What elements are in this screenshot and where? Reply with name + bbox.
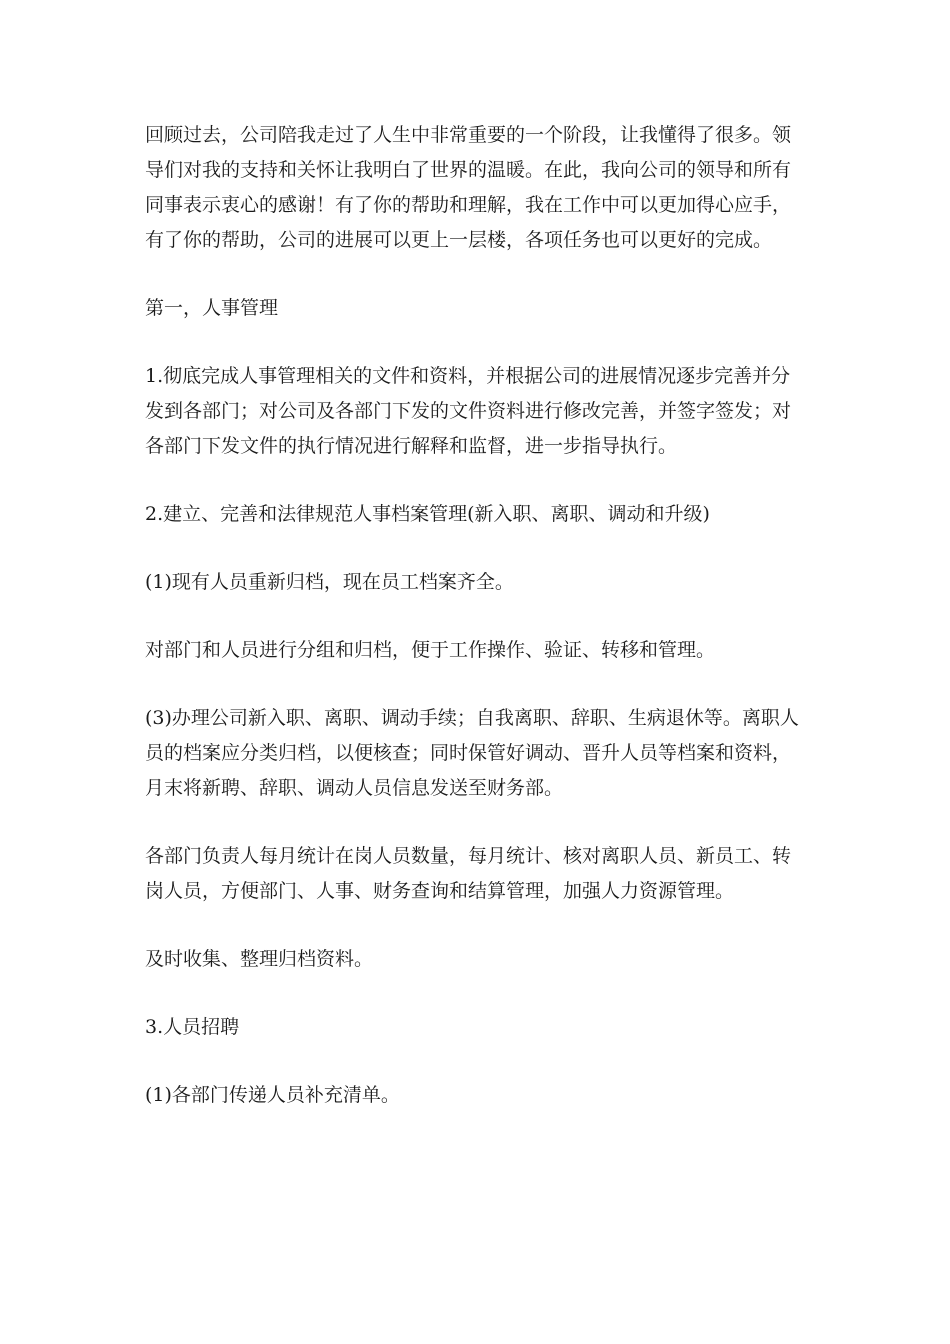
text-line: 及时收集、整理归档资料。: [145, 948, 374, 970]
text-line: 1.彻底完成人事管理相关的文件和资料，并根据公司的进展情况逐步完善并分: [145, 365, 791, 387]
text-line: 有了你的帮助，公司的进展可以更上一层楼，各项任务也可以更好的完成。: [145, 229, 773, 251]
text-line: 各部门下发文件的执行情况进行解释和监督，进一步指导执行。: [145, 435, 678, 457]
text-line: (1)各部门传递人员补充清单。: [145, 1084, 400, 1106]
text-line: 回顾过去，公司陪我走过了人生中非常重要的一个阶段，让我懂得了很多。领: [145, 124, 792, 146]
document-body: [145, 118, 815, 1146]
text-line: (3)办理公司新入职、离职、调动手续；自我离职、辞职、生病退休等。离职人: [145, 707, 799, 729]
text-line: 对部门和人员进行分组和归档，便于工作操作、验证、转移和管理。: [145, 639, 716, 661]
paragraph-item-2-1: [145, 565, 815, 600]
paragraph-item-2-4: [145, 839, 815, 909]
text-line: 岗人员，方便部门、人事、财务查询和结算管理，加强人力资源管理。: [145, 880, 735, 902]
text-line: 导们对我的支持和关怀让我明白了世界的温暖。在此，我向公司的领导和所有: [145, 159, 792, 181]
paragraph-item-1: [145, 359, 815, 464]
text-line: 发到各部门；对公司及各部门下发的文件资料进行修改完善，并签字签发；对: [145, 400, 792, 422]
paragraph-item-3-1: [145, 1078, 815, 1113]
text-line: 各部门负责人每月统计在岗人员数量，每月统计、核对离职人员、新员工、转: [145, 845, 792, 867]
text-line: 同事表示衷心的感谢！有了你的帮助和理解，我在工作中可以更加得心应手，: [145, 194, 792, 216]
paragraph-item-2-5: [145, 942, 815, 977]
text-line: 3.人员招聘: [145, 1016, 240, 1038]
paragraph-item-2: [145, 497, 815, 532]
paragraph-item-2-3: [145, 701, 815, 806]
paragraph-item-2-2: [145, 633, 815, 668]
text-line: 2.建立、完善和法律规范人事档案管理(新入职、离职、调动和升级): [145, 503, 710, 525]
text-line: 月末将新聘、辞职、调动人员信息发送至财务部。: [145, 777, 564, 799]
text-line: 员的档案应分类归档，以便核查；同时保管好调动、晋升人员等档案和资料，: [145, 742, 792, 764]
paragraph-item-3: [145, 1010, 815, 1045]
paragraph-intro: [145, 118, 815, 258]
text-line: (1)现有人员重新归档，现在员工档案齐全。: [145, 571, 514, 593]
text-line: 第一，人事管理: [145, 297, 279, 319]
section-heading-hr-management: [145, 291, 815, 326]
